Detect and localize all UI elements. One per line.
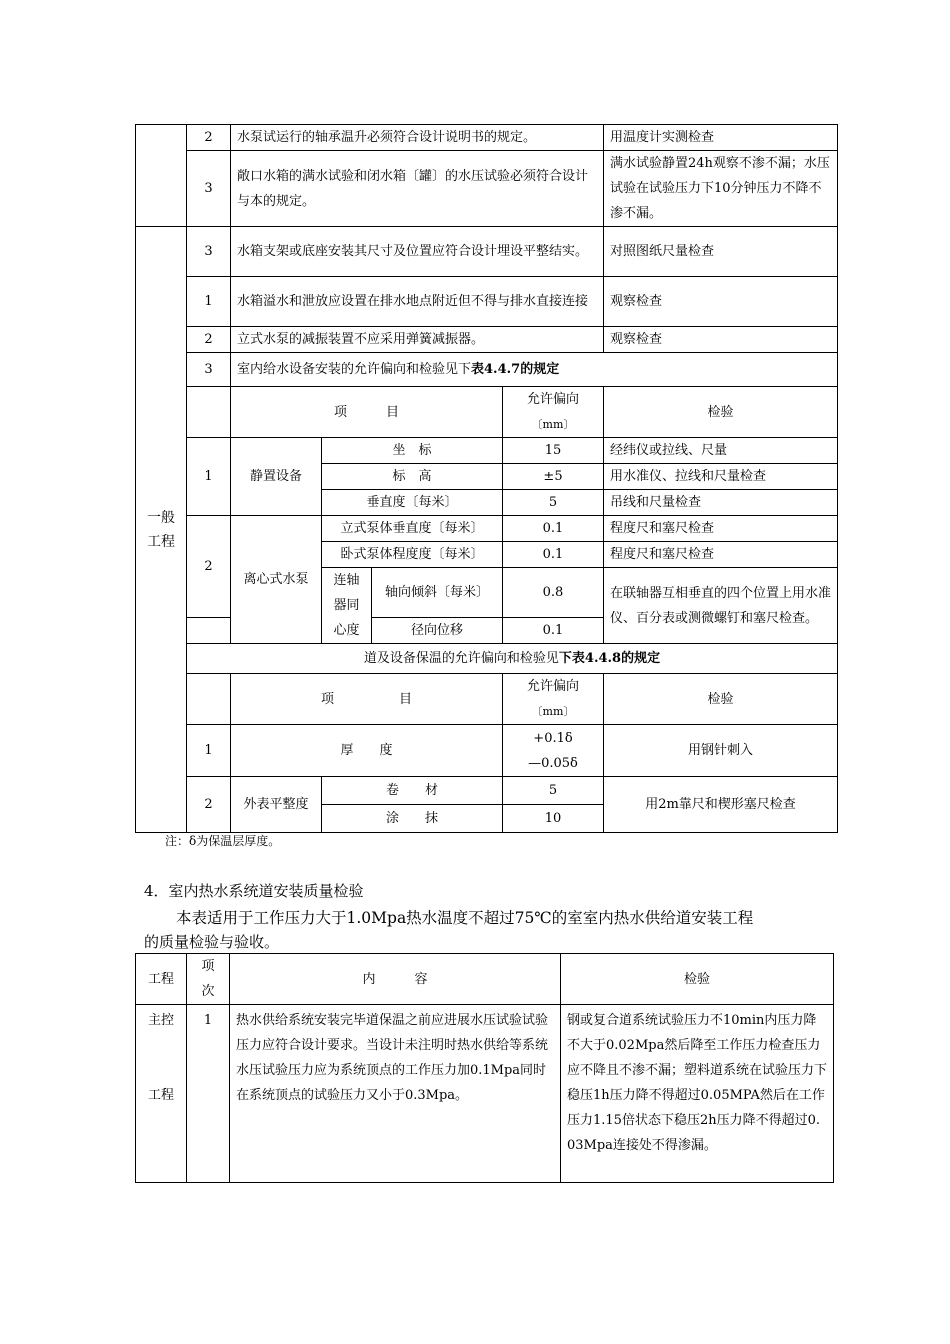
- coupling-tolerance: 0.1: [503, 618, 604, 644]
- row-method: 对照图纸尺量检查: [604, 227, 838, 277]
- static-equipment-label: 静置设备: [231, 438, 322, 516]
- static-item: 垂直度〔每米〕: [322, 490, 503, 516]
- header-content: 内 容: [230, 954, 561, 1005]
- row-content: 水箱支架或底座安装其尺寸及位置应符合设计埋设平整结实。: [231, 227, 604, 277]
- static-check: 用水准仪、拉线和尺量检查: [604, 464, 838, 490]
- thickness-check: 用钢针刺入: [604, 725, 838, 777]
- table-448-reference: 道及设备保温的允许偏向和检验见下表4.4.8的规定: [187, 644, 838, 674]
- static-no: 1: [187, 438, 231, 516]
- pump-item: 立式泵体垂直度〔每米〕: [322, 516, 503, 542]
- static-item: 坐 标: [322, 438, 503, 464]
- section-title: 4．室内热水系统道安装质量检验: [144, 882, 364, 900]
- header-project: 工程: [136, 954, 187, 1005]
- header-tolerance: 允许偏向 〔mm〕: [503, 674, 604, 725]
- coupling-tolerance: 0.8: [503, 568, 604, 618]
- row-method: 观察检查: [604, 277, 838, 327]
- row-content: 水箱溢水和泄放应设置在排水地点附近但不得与排水直接连接: [231, 277, 604, 327]
- row-method: 用温度计实测检查: [604, 125, 838, 151]
- section-paragraph: 本表适用于工作压力大于1.0Mpa热水温度不超过75℃的室室内热水供给道安装工程: [176, 909, 754, 927]
- row-no: 1: [187, 1005, 230, 1183]
- flatness-no: 2: [187, 777, 231, 833]
- header-item-no: 项 次: [187, 954, 230, 1005]
- row-content: 立式水泵的减振装置不应采用弹簧减振器。: [231, 327, 604, 353]
- equipment-inspection-table: [135, 124, 838, 833]
- static-tolerance: ±5: [503, 464, 604, 490]
- static-check: 吊线和尺量检查: [604, 490, 838, 516]
- row-check: 钢或复合道系统试验压力不10min内压力降不大于0.02Mpa然后降至工作压力检查压力应不降且不渗不漏；塑料道系统在试验压力下稳压1h压力降不得超过0.05MPA然后在工作压力1.15倍状态下稳压2h压力降不得超过0.03Mpa连接处不得渗漏。: [561, 1005, 834, 1183]
- header-check: 检验: [561, 954, 834, 1005]
- row-content: 水泵试运行的轴承温升必须符合设计说明书的规定。: [231, 125, 604, 151]
- table-447-reference: 室内给水设备安装的允许偏向和检验见下表4.4.7的规定: [231, 353, 838, 387]
- pump-tolerance: 0.1: [503, 542, 604, 568]
- coupling-label: 连轴器同心度: [322, 568, 372, 644]
- row-no: 3: [187, 353, 231, 387]
- flatness-tolerance: 10: [503, 805, 604, 833]
- row-no: 2: [187, 125, 231, 151]
- row-no: 3: [187, 227, 231, 277]
- coupling-item: 径向位移: [372, 618, 503, 644]
- project-main-control: 主控 工程: [136, 1005, 187, 1183]
- header-item: 项 目: [231, 387, 503, 438]
- flatness-tolerance: 5: [503, 777, 604, 805]
- pump-item: 卧式泵体程度度〔每米〕: [322, 542, 503, 568]
- thickness-item: 厚 度: [231, 725, 503, 777]
- empty-cell: [187, 387, 231, 438]
- pump-tolerance: 0.1: [503, 516, 604, 542]
- static-item: 标 高: [322, 464, 503, 490]
- pump-check: 程度尺和塞尺检查: [604, 542, 838, 568]
- static-check: 经纬仪或拉线、尺量: [604, 438, 838, 464]
- row-no: 2: [187, 327, 231, 353]
- row-no: 3: [187, 151, 231, 227]
- flatness-item: 涂 抹: [322, 805, 503, 833]
- row-no: 1: [187, 277, 231, 327]
- static-tolerance: 5: [503, 490, 604, 516]
- hot-water-inspection-table: [135, 953, 834, 1183]
- static-tolerance: 15: [503, 438, 604, 464]
- header-check: 检验: [604, 387, 838, 438]
- coupling-item: 轴向倾斜〔每米〕: [372, 568, 503, 618]
- centrifugal-pump-label: 离心式水泵: [231, 516, 322, 644]
- pump-no: 2: [187, 516, 231, 618]
- row-content: 敞口水箱的满水试验和闭水箱〔罐〕的水压试验必须符合设计与本的规定。: [231, 151, 604, 227]
- row-method: 满水试验静置24h观察不渗不漏；水压试验在试验压力下10分钟压力不降不渗不漏。: [604, 151, 838, 227]
- header-tolerance: 允许偏向 〔mm〕: [503, 387, 604, 438]
- coupling-check: 在联轴器互相垂直的四个位置上用水准仪、百分表或测微螺钉和塞尺检查。: [604, 568, 838, 644]
- header-check: 检验: [604, 674, 838, 725]
- row-content: 热水供给系统安装完毕道保温之前应进展水压试验试验压力应符合设计要求。当设计未注明时热水供给等系统水压试验压力应为系统顶点的工作压力加0.1Mpa同时在系统顶点的试验压力又小于0.3Mpa。: [230, 1005, 561, 1183]
- project-cell-main: [136, 125, 187, 227]
- pump-check: 程度尺和塞尺检查: [604, 516, 838, 542]
- flatness-item: 卷 材: [322, 777, 503, 805]
- surface-flatness-label: 外表平整度: [231, 777, 322, 833]
- table-note: 注：δ为保温层厚度。: [165, 834, 281, 848]
- empty-cell: [187, 674, 231, 725]
- header-item: 项 目: [231, 674, 503, 725]
- row-method: 观察检查: [604, 327, 838, 353]
- empty-cell: [187, 618, 231, 644]
- general-project-label: 一般工程: [136, 227, 187, 833]
- flatness-check: 用2m靠尺和楔形塞尺检查: [604, 777, 838, 833]
- thickness-tolerance: +0.1δ —0.05δ: [503, 725, 604, 777]
- section-paragraph-cont: 的质量检验与验收。: [144, 933, 280, 951]
- thickness-no: 1: [187, 725, 231, 777]
